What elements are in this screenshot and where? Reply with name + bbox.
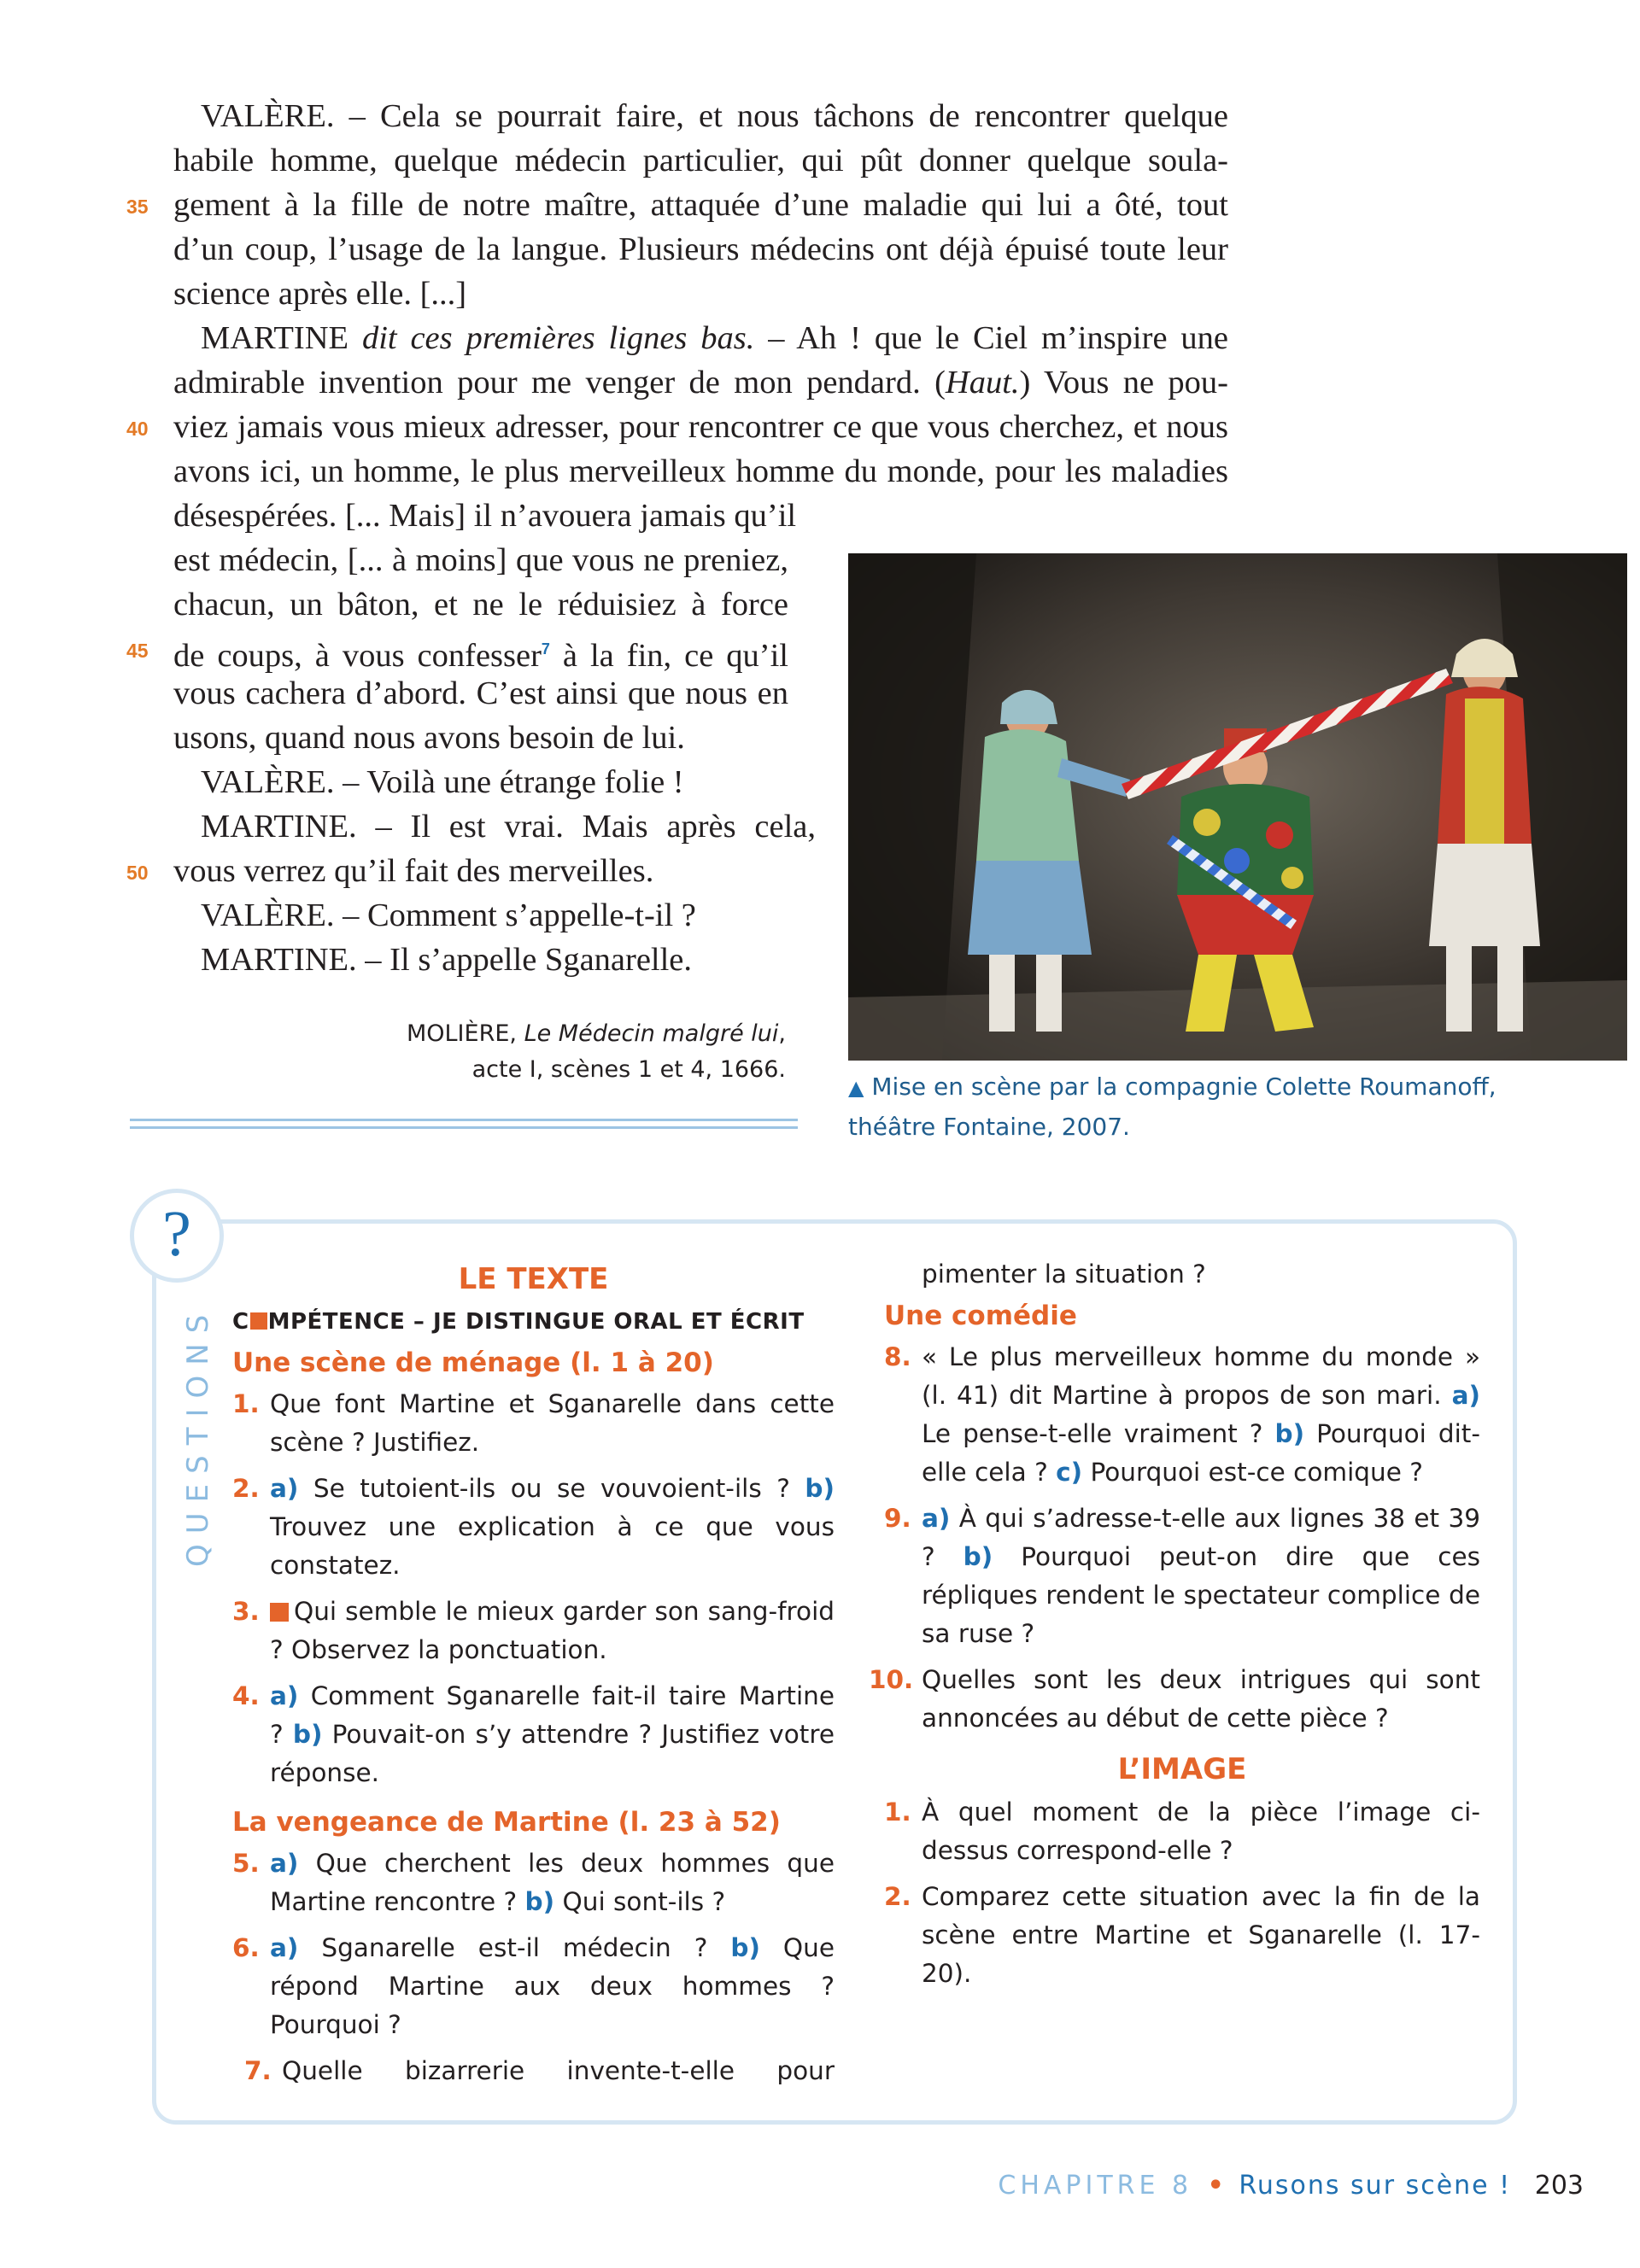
play-line: vous cachera d’abord. C’est ainsi que nous en [173, 675, 788, 711]
question-item: 8. « Le plus merveilleux homme du monde » (l. 41) dit Martine à propos de son mari. a) Le pense-t-elle vraiment ? b) Pourquoi dit-elle cela ? c) Pourquoi est-ce comique ? [884, 1342, 1480, 1487]
play-line: VALÈRE. – Voilà une étrange folie ! [201, 764, 684, 800]
play-line: MARTINE. – Il s’appelle Sganarelle. [201, 942, 693, 978]
play-line: MARTINE. – Il est vrai. Mais après cela, [201, 809, 816, 845]
question-item: 10. Quelles sont les deux intrigues qui sont annoncées au début de cette pièce ? [869, 1665, 1480, 1733]
line-number: 35 [126, 196, 149, 218]
play-line: usons, quand nous avons besoin de lui. [173, 720, 685, 756]
subheading: Une comédie [884, 1301, 1077, 1331]
play-line: habile homme, quelque médecin particulier, qui pût donner quelque soula- [173, 143, 1228, 178]
page-number: 203 [1534, 2171, 1584, 2201]
play-line: chacun, un bâton, et ne le réduisiez à force [173, 587, 788, 623]
question-item: 7. Quelle bizarrerie invente-t-elle pour [244, 2056, 835, 2085]
question-item: 5. a) Que cherchent les deux hommes que Martine rencontre ? b) Qui sont-ils ? [232, 1849, 835, 1916]
stage-direction: dit ces premières lignes bas. [361, 320, 755, 356]
questions-right-column [869, 1255, 1480, 2001]
line-number: 50 [126, 862, 149, 884]
difficulty-square-icon [270, 1603, 289, 1622]
play-line: 50 vous verrez qu’il fait des merveilles. [173, 849, 1228, 893]
square-icon [250, 1312, 267, 1330]
question-item: 2. Comparez cette situation avec la fin de la scène entre Martine et Sganarelle (l. 17-20). [884, 1882, 1480, 1988]
question-item: 4. a) Comment Sganarelle fait-il taire Martine ? b) Pouvait-on s’y attendre ? Justifiez votre réponse. [232, 1681, 835, 1787]
play-line: 45 de coups, à vous confesser$^7$ à la fin, ce qu’il [173, 627, 788, 671]
source-citation: MOLIÈRE, Le Médecin malgré lui, acte I, scènes 1 et 4, 1666. [406, 1020, 786, 1083]
photo-caption: ▲ Mise en scène par la compagnie Colette Roumanoff, théâtre Fontaine, 2007. [848, 1073, 1496, 1141]
questions-left-column [232, 1255, 835, 2098]
section-title-texte: LE TEXTE [458, 1262, 609, 1296]
subheading: La vengeance de Martine (l. 23 à 52) [232, 1807, 781, 1838]
question-item: 3. Qui semble le mieux garder son sang-froid ? Observez la ponctuation. [232, 1597, 835, 1664]
question-item: 1. À quel moment de la pièce l’image ci-dessus correspond-elle ? [884, 1797, 1480, 1865]
stage-photo [848, 553, 1627, 1061]
line-number: 45 [126, 640, 149, 662]
line-number: 40 [126, 418, 149, 440]
question-item: 6. a) Sganarelle est-il médecin ? b) Que répond Martine aux deux hommes ? Pourquoi ? [232, 1933, 835, 2039]
subheading: Une scène de ménage (l. 1 à 20) [232, 1347, 714, 1378]
play-line: d’un coup, l’usage de la langue. Plusieurs médecins ont déjà épuisé toute leur [173, 231, 1228, 267]
stage-direction: Haut. [945, 365, 1020, 400]
double-rule-divider [130, 1119, 798, 1132]
play-line: 40 viez jamais vous mieux adresser, pour rencontrer ce que vous cherchez, et nous [173, 405, 1228, 449]
play-line: est médecin, [... à moins] que vous ne preniez, [173, 542, 788, 578]
work-title: Le Médecin malgré lui [524, 1020, 779, 1047]
play-line: MARTINE dit ces premières lignes bas. – Ah ! que le Ciel m’inspire une [201, 320, 1228, 356]
play-line: désespérées. [... Mais] il n’avouera jamais qu’il [173, 498, 797, 534]
page-footer [998, 2171, 1584, 2201]
play-line: VALÈRE. – Cela se pourrait faire, et nous tâchons de rencontrer quelque [201, 98, 1228, 134]
question-continuation: pimenter la situation ? [922, 1260, 1206, 1289]
section-title-image: L’IMAGE [1117, 1752, 1247, 1786]
bullet: • [1207, 2171, 1224, 2201]
play-line: avons ici, un homme, le plus merveilleux homme du monde, pour les maladies [173, 453, 1228, 489]
triangle-up-icon: ▲ [848, 1076, 864, 1100]
footnote-marker: 7 [541, 640, 550, 658]
questions-vertical-label: QUESTIONS [181, 1304, 215, 1567]
question-item: 9. a) À qui s’adresse-t-elle aux lignes 38 et 39 ? b) Pourquoi peut-on dire que ces répliques rendent le spectateur complice de sa ruse ? [884, 1504, 1480, 1648]
play-line: VALÈRE. – Comment s’appelle-t-il ? [201, 897, 696, 933]
play-line: admirable invention pour me venger de mon pendard. (Haut.) Vous ne pou- [173, 365, 1229, 400]
play-line: 35 gement à la fille de notre maître, attaquée d’une maladie qui lui a ôté, tout [173, 183, 1228, 227]
play-line: science après elle. [...] [173, 276, 467, 312]
chapter-title: Rusons sur scène ! [1239, 2171, 1512, 2201]
chapter-label: CHAPITRE 8 [998, 2171, 1193, 2201]
competence-label: C MPÉTENCE – JE DISTINGUE ORAL ET ÉCRIT [232, 1309, 805, 1335]
question-mark-icon: ? [130, 1189, 224, 1283]
question-item: 2. a) Se tutoient-ils ou se vouvoient-ils ? b) Trouvez une explication à ce que vous constatez. [232, 1474, 835, 1580]
question-item: 1. Que font Martine et Sganarelle dans cette scène ? Justifiez. [232, 1389, 835, 1457]
